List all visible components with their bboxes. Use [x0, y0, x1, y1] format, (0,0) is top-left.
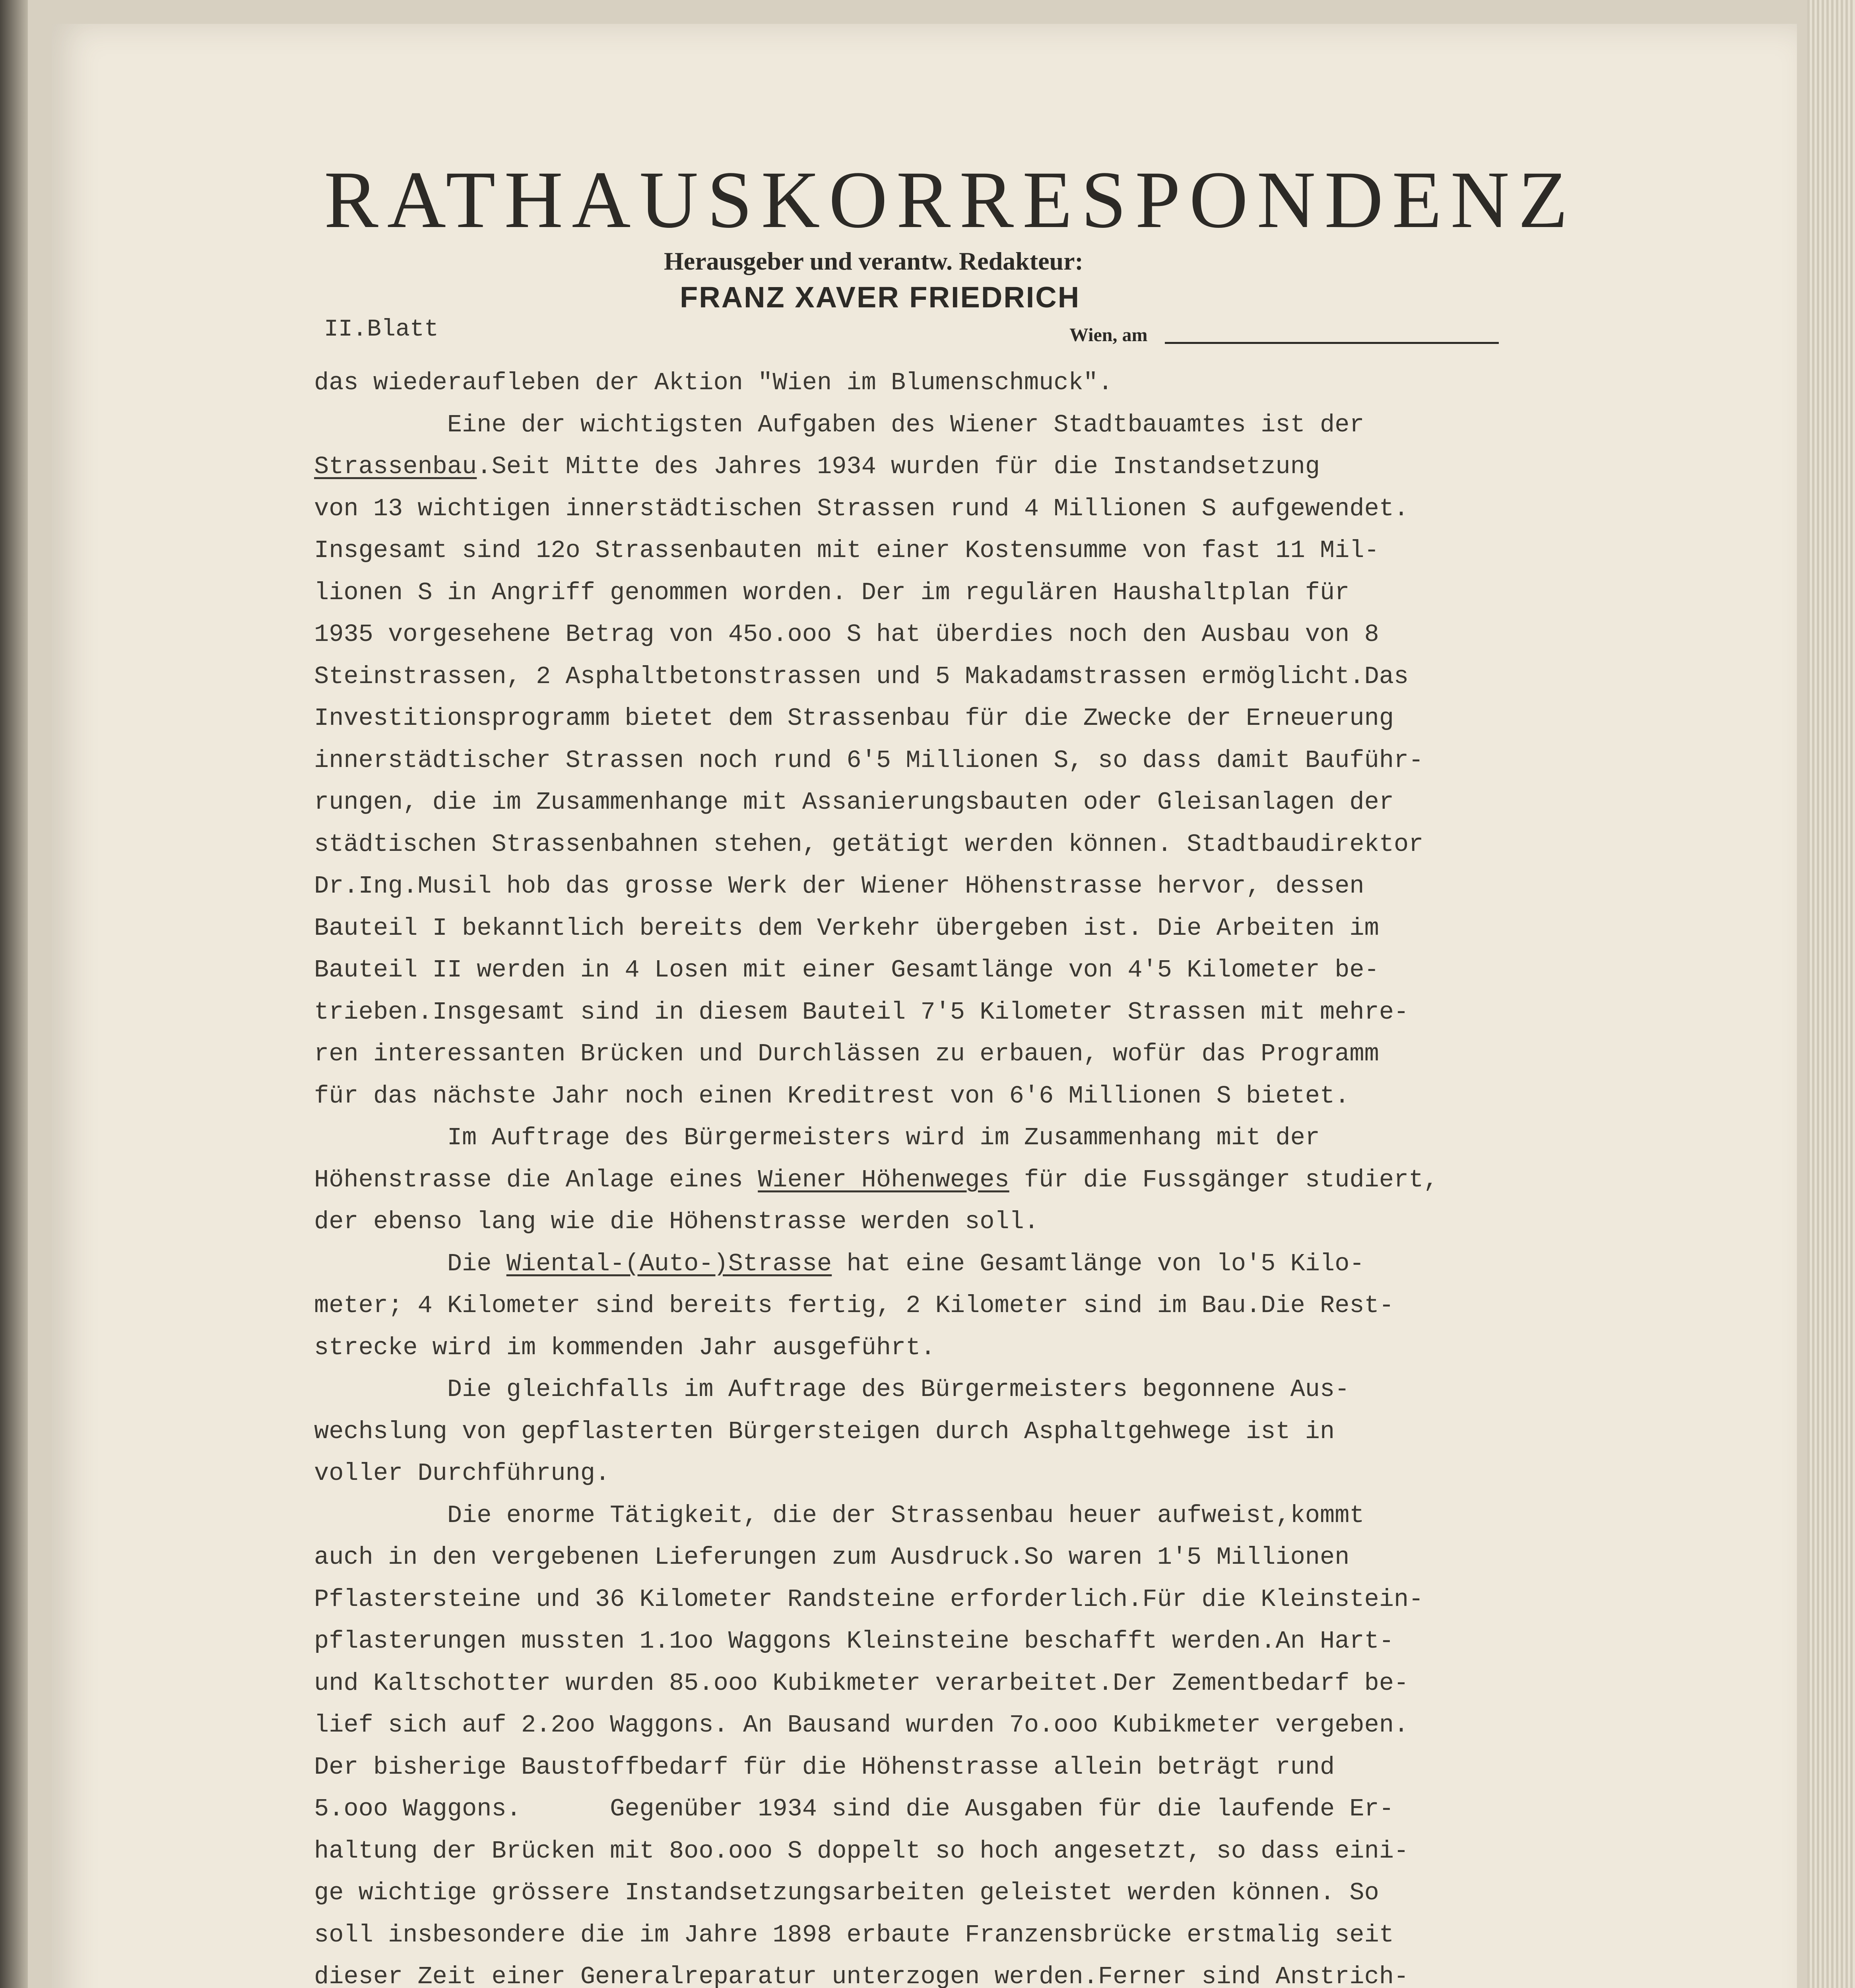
text-segment: .Seit Mitte des Jahres 1934 wurden für die Instandsetzung — [477, 452, 1320, 481]
underlined-term: Wiental-(Auto-)Strasse — [506, 1249, 832, 1278]
text-line: meter; 4 Kilometer sind bereits fertig, 2 Kilometer sind im Bau.Die Rest- — [314, 1291, 1394, 1320]
text-line: für das nächste Jahr noch einen Kreditrest von 6'6 Millionen S bietet. — [314, 1081, 1350, 1110]
text-line: dieser Zeit einer Generalreparatur unterzogen werden.Ferner sind Anstrich- — [314, 1963, 1409, 1988]
text-line: ren interessanten Brücken und Durchlässen zu erbauen, wofür das Programm — [314, 1040, 1379, 1068]
text-line: lionen S in Angriff genommen worden. Der im regulären Haushaltplan für — [314, 578, 1350, 607]
text-line: das wiederaufleben der Aktion "Wien im Blumenschmuck". — [314, 369, 1113, 397]
underlined-term: Wiener Höhenweges — [758, 1165, 1009, 1194]
text-line: 1935 vorgesehene Betrag von 45o.ooo S hat überdies noch den Ausbau von 8 — [314, 620, 1379, 648]
masthead-title: RATHAUSKORRESPONDENZ — [324, 155, 1577, 245]
text-line: wechslung von gepflasterten Bürgersteigen durch Asphaltgehwege ist in — [314, 1417, 1335, 1446]
text-line: Der bisherige Baustoffbedarf für die Höhenstrasse allein beträgt rund — [314, 1753, 1335, 1781]
document-page — [52, 24, 1797, 1988]
text-line: Dr.Ing.Musil hob das grosse Werk der Wiener Höhenstrasse hervor, dessen — [314, 872, 1364, 900]
text-segment: für die Fussgänger studiert, — [1009, 1165, 1438, 1194]
text-line: und Kaltschotter wurden 85.ooo Kubikmeter verarbeitet.Der Zementbedarf be- — [314, 1669, 1409, 1697]
text-line: Bauteil II werden in 4 Losen mit einer Gesamtlänge von 4'5 Kilometer be- — [314, 956, 1379, 984]
text-line: strecke wird im kommenden Jahr ausgeführt. — [314, 1333, 935, 1362]
text-line: pflasterungen mussten 1.1oo Waggons Kleinsteine beschafft werden.An Hart- — [314, 1627, 1394, 1655]
text-line: Im Auftrage des Bürgermeisters wird im Zusammenhang mit der — [314, 1124, 1320, 1152]
editor-name: FRANZ XAVER FRIEDRICH — [680, 281, 1081, 314]
body-text — [314, 362, 1626, 1988]
text-line: rungen, die im Zusammenhange mit Assanierungsbauten oder Gleisanlagen der — [314, 788, 1394, 816]
text-segment: hat eine Gesamtlänge von lo'5 Kilo- — [832, 1249, 1364, 1278]
text-line: ge wichtige grössere Instandsetzungsarbeiten geleistet werden können. So — [314, 1879, 1379, 1907]
text-line: soll insbesondere die im Jahre 1898 erbaute Franzensbrücke erstmalig seit — [314, 1920, 1394, 1949]
text-line: Insgesamt sind 12o Strassenbauten mit einer Kostensumme von fast 11 Mil- — [314, 536, 1379, 565]
text-line: Bauteil I bekanntlich bereits dem Verkehr übergeben ist. Die Arbeiten im — [314, 914, 1379, 942]
text-line: von 13 wichtigen innerstädtischen Strassen rund 4 Millionen S aufgewendet. — [314, 494, 1409, 523]
page-stack-edge — [1807, 0, 1855, 1988]
text-line: haltung der Brücken mit 8oo.ooo S doppelt so hoch angesetzt, so dass eini- — [314, 1837, 1409, 1865]
publisher-label: Herausgeber und verantw. Redakteur: — [664, 247, 1083, 275]
text-line — [314, 1243, 1626, 1285]
underlined-term: Strassenbau — [314, 452, 477, 481]
text-line: lief sich auf 2.2oo Waggons. An Bausand wurden 7o.ooo Kubikmeter vergeben. — [314, 1711, 1409, 1739]
text-line: Pflastersteine und 36 Kilometer Randsteine erforderlich.Für die Kleinstein- — [314, 1585, 1424, 1613]
text-line: auch in den vergebenen Lieferungen zum Ausdruck.So waren 1'5 Millionen — [314, 1543, 1350, 1571]
text-line: 5.ooo Waggons. Gegenüber 1934 sind die Ausgaben für die laufende Er- — [314, 1795, 1394, 1823]
text-line: Die enorme Tätigkeit, die der Strassenbau heuer aufweist,kommt — [314, 1501, 1364, 1530]
text-segment: Die — [314, 1249, 506, 1278]
text-line — [314, 1159, 1626, 1201]
text-line — [314, 446, 1626, 488]
book-binding-edge — [0, 0, 28, 1988]
date-label: Wien, am — [1069, 324, 1148, 346]
text-line: innerstädtischer Strassen noch rund 6'5 Millionen S, so dass damit Bauführ- — [314, 746, 1424, 775]
text-line: Eine der wichtigsten Aufgaben des Wiener Stadtbauamtes ist der — [314, 410, 1364, 439]
text-line: Investitionsprogramm bietet dem Strassenbau für die Zwecke der Erneuerung — [314, 704, 1394, 732]
text-line: voller Durchführung. — [314, 1459, 610, 1487]
sheet-label: II.Blatt — [324, 316, 439, 343]
date-fill-line — [1165, 342, 1499, 344]
text-line: trieben.Insgesamt sind in diesem Bauteil 7'5 Kilometer Strassen mit mehre- — [314, 998, 1409, 1026]
text-line: Die gleichfalls im Auftrage des Bürgermeisters begonnene Aus- — [314, 1375, 1350, 1404]
text-line: der ebenso lang wie die Höhenstrasse werden soll. — [314, 1208, 1039, 1236]
text-line: Steinstrassen, 2 Asphaltbetonstrassen und 5 Makadamstrassen ermöglicht.Das — [314, 662, 1409, 691]
text-segment: Höhenstrasse die Anlage eines — [314, 1165, 758, 1194]
text-line: städtischen Strassenbahnen stehen, getätigt werden können. Stadtbaudirektor — [314, 830, 1424, 858]
